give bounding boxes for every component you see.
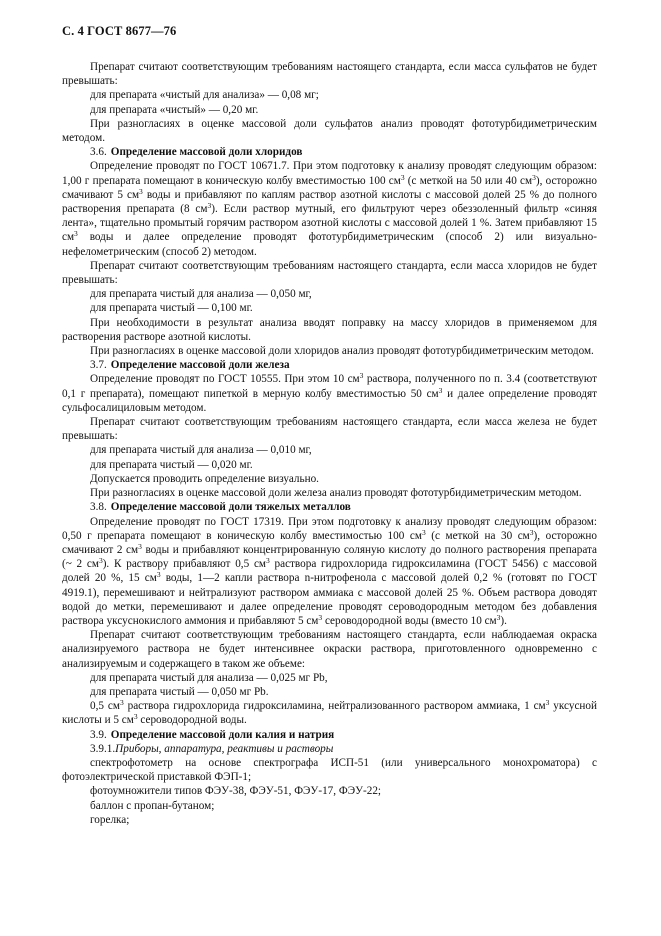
section-title: Приборы, аппаратура, реактивы и растворы	[115, 742, 334, 755]
list-item: для препарата «чистый для анализа» — 0,08 мг;	[90, 89, 319, 102]
section-heading	[62, 145, 597, 159]
section-number: 3.8.	[90, 501, 107, 514]
paragraph: спектрофотометр на основе спектрографа ИСП-51 (или универсального монохроматора) с фотоэлектрической приставкой ФЭП-1;	[62, 756, 597, 784]
section-number: 3.9.1.	[90, 742, 116, 755]
section-heading	[62, 500, 597, 514]
paragraph: Определение проводят по ГОСТ 17319. При этом подготовку к анализу проводят следующим образом: 0,50 г препарата помещают в коническую колбу вместимостью 100 $см^3$ (с меткой на 30 $см^3$), осторожно смачивают 2 $см^3$ воды и прибавляют концентрированную соляную кислоту до полного растворения препарата (~ 2 $см^3$). К раствору прибавляют 0,5 $см^3$ раствора гидрохлорида гидроксиламина (ГОСТ 5456) с массовой долей 20 %, 15 $см^3$ воды, 1—2 капли раствора n-нитрофенола с массовой долей 0,2 % (готовят по ГОСТ 4919.1), перемешивают и нейтрализуют раствором аммиака с массовой долей 25 %. Объем раствора доводят водой до метки, перемешивают и далее определение проводят сероводородным методом без добавления раствора уксуснокислого аммония и прибавляют 5 $см^3$ сероводородной воды (вместо 10 $см^3$).	[62, 515, 598, 627]
list-item: для препарата «чистый» — 0,20 мг.	[90, 103, 259, 116]
paragraph: Определение проводят по ГОСТ 10671.7. При этом подготовку к анализу проводят следующим образом: 1,00 г препарата помещают в коническую колбу вместимостью 100 $см^3$ (с меткой на 50 или 40 $см^3$), осторожно смачивают 5 $см^3$ воды и прибавляют по каплям раствор азотной кислоты с массовой долей 25 % до полного растворения препарата (8 $см^3$). Если раствор мутный, его фильтруют через обеззоленный фильтр «синяя лента», тщательно промытый горячим раствором азотной кислоты с массовой долей 1 %. Затем прибавляют 15 $см^3$ воды и далее определение проводят фототурбидиметрическим (способ 2) или визуально-нефелометрическим (способ 2) методом.	[62, 160, 597, 258]
list-item: горелка;	[90, 813, 130, 826]
paragraph: Препарат считают соответствующим требованиям настоящего стандарта, если масса сульфатов не будет превышать:	[62, 61, 597, 88]
list-item: для препарата чистый — 0,050 мг Pb.	[90, 685, 269, 698]
section-title: Определение массовой доли железа	[110, 359, 290, 372]
list-item: для препарата чистый — 0,020 мг.	[90, 458, 253, 471]
paragraph: При необходимости в результат анализа вводят поправку на массу хлоридов в применяемом для растворения растворе азотной кислоты.	[62, 316, 597, 343]
paragraph: При разногласиях в оценке массовой доли сульфатов анализ проводят фототурбидиметрическим методом.	[62, 117, 597, 145]
section-title: Определение массовой доли тяжелых металлов	[110, 501, 351, 514]
section-heading	[62, 358, 597, 372]
subsection-heading	[62, 742, 597, 756]
list-item: баллон с пропан-бутаном;	[90, 799, 215, 812]
list-item: для препарата чистый для анализа — 0,010 мг,	[90, 444, 312, 457]
paragraph: Препарат считают соответствующим требованиям настоящего стандарта, если масса железа не будет превышать:	[62, 416, 597, 443]
document-body	[62, 60, 597, 827]
page-header: С. 4 ГОСТ 8677—76	[62, 24, 177, 38]
list-item: фотоумножители типов ФЭУ-38, ФЭУ-51, ФЭУ-17, ФЭУ-22;	[90, 785, 382, 798]
list-item: для препарата чистый для анализа — 0,050 мг,	[90, 288, 312, 301]
paragraph: Препарат считают соответствующим требованиям настоящего стандарта, если масса хлоридов не будет превышать:	[62, 259, 597, 287]
section-title: Определение массовой доли калия и натрия	[110, 728, 335, 741]
section-number: 3.7.	[90, 359, 107, 372]
paragraph: 0,5 $см^3$ раствора гидрохлорида гидроксиламина, нейтрализованного раствором аммиака, 1 $см^3$ уксусной кислоты и 5 $см^3$ сероводородной воды.	[62, 698, 597, 727]
list-item: Допускается проводить определение визуально.	[90, 472, 319, 485]
section-title: Определение массовой доли хлоридов	[110, 146, 303, 159]
list-item: для препарата чистый для анализа — 0,025 мг Pb,	[90, 671, 328, 684]
section-number: 3.9.	[90, 728, 107, 741]
paragraph: Определение проводят по ГОСТ 10555. При этом 10 $см^3$ раствора, полученного по п. 3.4 (соответствуют 0,1 г препарата), помещают пипеткой в мерную колбу вместимостью 50 $см^3$ и далее определение проводят сульфосалициловым методом.	[62, 371, 597, 414]
list-item: для препарата чистый — 0,100 мг.	[90, 302, 253, 315]
paragraph: Препарат считают соответствующим требованиям настоящего стандарта, если наблюдаемая окраска анализируемого раствора не будет интенсивнее окраски раствора, приготовленного одновременно с анализируемым и содержащего в таком же объеме:	[62, 629, 597, 670]
section-number: 3.6.	[90, 146, 107, 159]
paragraph: При разногласиях в оценке массовой доли хлоридов анализ проводят фототурбидиметрическим методом.	[90, 345, 594, 358]
section-heading	[62, 728, 597, 742]
paragraph: При разногласиях в оценке массовой доли железа анализ проводят фототурбидиметрическим методом.	[90, 487, 582, 500]
